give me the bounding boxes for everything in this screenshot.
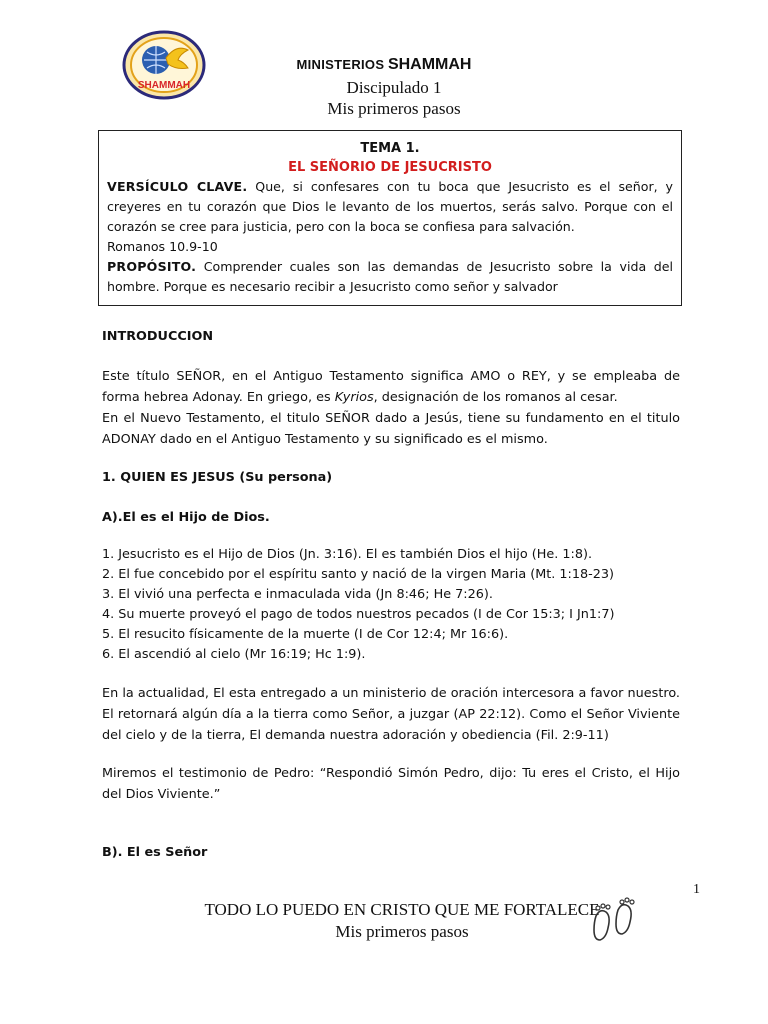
list-item: 5. El resucito físicamente de la muerte (I de Cor 12:4; Mr 16:6). xyxy=(102,627,509,642)
intro-p1-italic: Kyrios xyxy=(334,390,374,405)
list-item: 6. El ascendió al cielo (Mr 16:19; Hc 1:9). xyxy=(102,647,366,662)
purpose-text: Comprender cuales son las demandas de Jesucristo sobre la vida del hombre. Porque es necesario recibir a Jesucristo como señor y salvador xyxy=(107,259,673,294)
subsection-a-heading: A).El es el Hijo de Dios. xyxy=(102,510,270,525)
svg-text:SHAMMAH: SHAMMAH xyxy=(137,80,191,91)
footprints-icon xyxy=(586,896,644,948)
intro-p2: En el Nuevo Testamento, el titulo SEÑOR dado a Jesús, tiene su fundamento en el titulo ADONAY dado en el Antiguo Testamento y su significado es el mismo. xyxy=(102,411,680,447)
list-item: 4. Su muerte proveyó el pago de todos nuestros pecados (I de Cor 15:3; I Jn1:7) xyxy=(102,607,615,622)
list-item: 1. Jesucristo es el Hijo de Dios (Jn. 3:16). El es también Dios el hijo (He. 1:8). xyxy=(102,547,593,562)
section-heading: 1. QUIEN ES JESUS (Su persona) xyxy=(102,470,333,485)
list-item: 3. El vivió una perfecta e inmaculada vida (Jn 8:46; He 7:26). xyxy=(102,587,493,602)
page-number: 1 xyxy=(693,882,700,897)
intro-p1-a: Este título SEÑOR, en el Antiguo Testamento significa AMO o REY, y se empleaba de forma hebrea Adonay. En griego, es xyxy=(102,369,680,405)
list-item: 2. El fue concebido por el espíritu santo y nació de la virgen Maria (Mt. 1:18-23) xyxy=(102,567,615,582)
course-title: Discipulado 1 xyxy=(346,78,442,97)
topic-number: TEMA 1. xyxy=(360,141,420,156)
key-verse-text: Que, si confesares con tu boca que Jesucristo es el señor, y creyeres en tu corazón que Dios le levanto de los muertos, serás salvo. Porque con el corazón se cree para justicia, pero con la boca se confiesa para salvación. xyxy=(107,179,673,234)
intro-paragraph xyxy=(102,366,680,450)
organization-name xyxy=(0,56,768,74)
purpose-label: PROPÓSITO. xyxy=(107,259,197,274)
org-name-big: SHAMMAH xyxy=(387,56,472,73)
verse-reference: Romanos 10.9-10 xyxy=(107,239,218,254)
footer-motto: TODO LO PUEDO EN CRISTO QUE ME FORTALECE xyxy=(204,900,600,919)
intro-heading: INTRODUCCION xyxy=(102,329,214,344)
actualidad-paragraph: En la actualidad, El esta entregado a un ministerio de oración intercesora a favor nuestro. El retornará algún día a la tierra como Señor, a juzgar (AP 22:12). Como el Señor Viviente del cielo y de la tierra, El demanda nuestra adoración y obediencia (Fil. 2:9-11) xyxy=(102,686,680,743)
key-verse-label: VERSÍCULO CLAVE. xyxy=(107,179,248,194)
facts-list xyxy=(102,545,680,665)
pedro-paragraph: Miremos el testimonio de Pedro: “Respondió Simón Pedro, dijo: Tu eres el Cristo, el Hijo del Dios Viviente.” xyxy=(102,766,680,802)
topic-box xyxy=(98,130,682,306)
key-verse xyxy=(107,177,673,237)
org-name-small: MINISTERIOS xyxy=(296,57,385,72)
topic-title: EL SEÑORIO DE JESUCRISTO xyxy=(288,160,492,175)
intro-p1-b: , designación de los romanos al cesar. xyxy=(373,390,618,405)
header-subtitle: Mis primeros pasos xyxy=(327,99,461,118)
subsection-b-heading: B). El es Señor xyxy=(102,845,208,860)
purpose xyxy=(107,257,673,297)
footer-subtitle: Mis primeros pasos xyxy=(335,922,469,941)
